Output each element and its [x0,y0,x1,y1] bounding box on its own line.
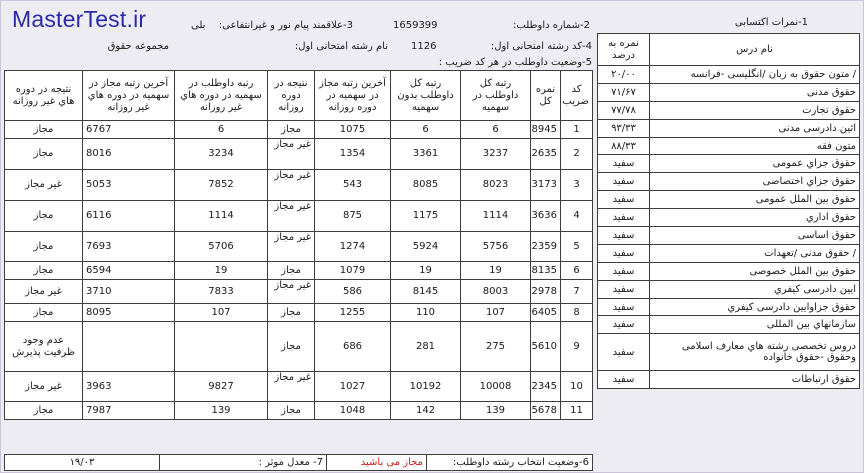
rank-no-quota-cell: 8145 [391,280,461,304]
score-row [598,155,860,173]
scores-col-name: نام درس [650,34,860,66]
rank-no-quota-cell: 3361 [391,139,461,170]
rank-nonday-cell [175,322,268,372]
col-code: کد ضریب [561,71,593,121]
code-cell: 6 [561,262,593,280]
course-name: سازمانهاي بین المللی [650,316,860,334]
score-cell: 8945 [531,121,561,139]
col-last-day: آخرین رتبه مجاز در سهمیه در دوره روزانه [315,71,391,121]
course-score: سفید [598,316,650,334]
rank-overall-cell: 139 [461,402,531,420]
col-result-nonday: نتیجه در دوره هاي غیر روزانه [5,71,83,121]
code-cell: 11 [561,402,593,420]
last-day-cell: 586 [315,280,391,304]
course-score: سفید [598,298,650,316]
ranks-header-row [5,71,593,121]
rank-overall-cell: 275 [461,322,531,372]
course-name: حقوق مدنی [650,83,860,101]
code-cell: 2 [561,139,593,170]
result-day-cell: غیر مجاز [268,280,315,304]
rank-no-quota-cell: 5924 [391,232,461,262]
score-row [598,119,860,137]
last-nonday-cell: 5053 [83,170,175,201]
score-cell: 2345 [531,372,561,402]
last-day-cell: 686 [315,322,391,372]
code-cell: 9 [561,322,593,372]
last-day-cell: 1027 [315,372,391,402]
course-name: حقوق ارتباطات [650,371,860,389]
result-nonday-cell: عدم وجود ظرفیت پذیرش [5,322,83,372]
rank-no-quota-cell: 6 [391,121,461,139]
last-nonday-cell [83,322,175,372]
rank-no-quota-cell: 10192 [391,372,461,402]
course-score: ۷۱/۶۷ [598,83,650,101]
course-score: سفید [598,191,650,209]
rank-nonday-cell: 7833 [175,280,268,304]
scores-col-score: نمره به درصد [598,34,650,66]
rank-nonday-cell: 139 [175,402,268,420]
course-name: حقوق تجارت [650,101,860,119]
rank-nonday-cell: 5706 [175,232,268,262]
scores-header-row [598,34,860,66]
score-row [598,298,860,316]
code-cell: 5 [561,232,593,262]
rank-row [5,121,593,139]
rank-row [5,262,593,280]
selection-label: 6-وضعیت انتخاب رشته داوطلب: [427,455,593,471]
rank-overall-cell: 6 [461,121,531,139]
code-cell: 7 [561,280,593,304]
field-name-label: نام رشته امتحانی اول: [294,41,388,52]
last-day-cell: 1079 [315,262,391,280]
rank-row [5,304,593,322]
result-nonday-cell: مجاز [5,201,83,232]
course-score: سفید [598,244,650,262]
result-nonday-cell: غیر مجاز [5,372,83,402]
result-nonday-cell: مجاز [5,262,83,280]
result-nonday-cell: مجاز [5,402,83,420]
gpa-value: ۱۹/۰۳ [5,455,160,471]
score-row [598,334,860,371]
course-score: ۲۰/۰۰ [598,66,650,84]
code-cell: 4 [561,201,593,232]
rank-row [5,170,593,201]
last-nonday-cell: 6594 [83,262,175,280]
last-nonday-cell: 8016 [83,139,175,170]
rank-overall-cell: 8003 [461,280,531,304]
col-rank-nonday: رتبه داوطلب در سهمیه در دوره هاي غیر روزانه [175,71,268,121]
rank-row [5,372,593,402]
result-nonday-cell: مجاز [5,304,83,322]
course-name: حقوق جزاي اختصاصی [650,173,860,191]
rank-row [5,139,593,170]
code-cell: 10 [561,372,593,402]
footer-bar [4,454,593,471]
result-nonday-cell: غیر مجاز [5,280,83,304]
result-day-cell: مجاز [268,322,315,372]
course-score: سفید [598,371,650,389]
score-row [598,244,860,262]
course-name: حقوق جزاي عمومی [650,155,860,173]
result-day-cell: مجاز [268,402,315,420]
score-cell: 8135 [531,262,561,280]
last-nonday-cell: 3710 [83,280,175,304]
course-name: / متون حقوق به زبان /انگلیسی -فرانسه [650,66,860,84]
rank-overall-cell: 19 [461,262,531,280]
score-row [598,66,860,84]
course-name: ایین دادرسی کیفري [650,280,860,298]
score-row [598,227,860,245]
score-cell: 3636 [531,201,561,232]
score-cell: 2635 [531,139,561,170]
score-row [598,137,860,155]
last-day-cell: 875 [315,201,391,232]
rank-no-quota-cell: 281 [391,322,461,372]
field-code-label: 4-کد رشته امتحانی اول: [490,41,592,52]
course-name: حقوق بین الملل خصوصی [650,262,860,280]
rank-no-quota-cell: 8085 [391,170,461,201]
last-nonday-cell: 7693 [83,232,175,262]
interest-label: 3-علاقمند پیام نور و غیرانتفاعی: [218,20,353,31]
rank-nonday-cell: 9827 [175,372,268,402]
col-rank-no-quota: رتبه کل داوطلب بدون سهمیه [391,71,461,121]
last-nonday-cell: 6767 [83,121,175,139]
last-day-cell: 543 [315,170,391,201]
rank-no-quota-cell: 110 [391,304,461,322]
result-day-cell: مجاز [268,262,315,280]
course-score: سفید [598,227,650,245]
rank-nonday-cell: 19 [175,262,268,280]
course-score: سفید [598,173,650,191]
col-result-day: نتیجه در دوره روزانه [268,71,315,121]
course-score: سفید [598,334,650,371]
result-day-cell: غیر مجاز [268,139,315,170]
code-cell: 8 [561,304,593,322]
course-name: حقوق اساسی [650,227,860,245]
applicant-no-label: 2-شماره داوطلب: [513,20,590,31]
rank-row [5,402,593,420]
rank-nonday-cell: 107 [175,304,268,322]
scores-table-body [598,34,860,389]
rank-nonday-cell: 1114 [175,201,268,232]
brand-logo: MasterTest.ir [12,6,147,32]
result-day-cell: مجاز [268,304,315,322]
col-last-nonday: آخرین رتبه مجاز در سهمیه در دوره هاي غیر روزانه [83,71,175,121]
course-score: ۹۳/۳۳ [598,119,650,137]
ranks-table [4,70,593,420]
course-score: سفید [598,209,650,227]
score-row [598,371,860,389]
last-day-cell: 1255 [315,304,391,322]
rank-overall-cell: 5756 [461,232,531,262]
score-cell: 5610 [531,322,561,372]
status-label: 5-وضعیت داوطلب در هر کد ضریب : [438,57,592,68]
rank-no-quota-cell: 142 [391,402,461,420]
result-day-cell: غیر مجاز [268,232,315,262]
rank-row [5,232,593,262]
rank-overall-cell: 10008 [461,372,531,402]
score-cell: 2359 [531,232,561,262]
score-row [598,173,860,191]
result-day-cell: غیر مجاز [268,170,315,201]
course-name: دروس تخصصی رشته هاي معارف اسلامی وحقوق -حقوق خانواده [650,334,860,371]
score-cell: 5678 [531,402,561,420]
ranks-table-body [5,121,593,420]
code-cell: 1 [561,121,593,139]
course-name: متون فقه [650,137,860,155]
course-name: حقوق اداري [650,209,860,227]
selection-value: مجاز می باشید [327,455,427,471]
last-nonday-cell: 7987 [83,402,175,420]
score-row [598,280,860,298]
last-nonday-cell: 6116 [83,201,175,232]
last-day-cell: 1075 [315,121,391,139]
rank-overall-cell: 8023 [461,170,531,201]
field-code: 1126 [411,41,437,52]
result-day-cell: غیر مجاز [268,372,315,402]
course-name: حقوق جزاوایین دادرسی کیفري [650,298,860,316]
gpa-label: 7- معدل موثر : [160,455,327,471]
last-day-cell: 1048 [315,402,391,420]
col-rank-overall: رتبه کل داوطلب در سهمیه [461,71,531,121]
score-row [598,191,860,209]
score-row [598,83,860,101]
scores-table [597,33,860,389]
result-nonday-cell: مجاز [5,121,83,139]
rank-no-quota-cell: 19 [391,262,461,280]
result-nonday-cell: مجاز [5,232,83,262]
score-row [598,262,860,280]
rank-overall-cell: 107 [461,304,531,322]
result-day-cell: غیر مجاز [268,201,315,232]
applicant-no: 1659399 [393,20,438,31]
rank-no-quota-cell: 1175 [391,201,461,232]
col-score: نمره کل [531,71,561,121]
course-score: سفید [598,155,650,173]
score-row [598,209,860,227]
course-score: سفید [598,280,650,298]
course-name: حقوق بین الملل عمومی [650,191,860,209]
course-name: ائین دادرسی مدنی [650,119,860,137]
rank-nonday-cell: 7852 [175,170,268,201]
last-nonday-cell: 3963 [83,372,175,402]
rank-row [5,201,593,232]
rank-nonday-cell: 6 [175,121,268,139]
result-day-cell: مجاز [268,121,315,139]
field-name: مجموعه حقوق [107,41,169,52]
result-nonday-cell: مجاز [5,139,83,170]
score-row [598,316,860,334]
score-row [598,101,860,119]
scores-section-title: 1-نمرات اکتسابی [734,17,808,28]
rank-overall-cell: 1114 [461,201,531,232]
course-score: ۸۸/۳۳ [598,137,650,155]
rank-nonday-cell: 3234 [175,139,268,170]
score-cell: 2978 [531,280,561,304]
last-day-cell: 1354 [315,139,391,170]
last-day-cell: 1274 [315,232,391,262]
rank-row [5,322,593,372]
score-cell: 3173 [531,170,561,201]
course-name: / حقوق مدنی /تعهدات [650,244,860,262]
code-cell: 3 [561,170,593,201]
course-score: ۷۷/۷۸ [598,101,650,119]
course-score: سفید [598,262,650,280]
interest-value: بلی [191,20,206,31]
score-cell: 6405 [531,304,561,322]
rank-overall-cell: 3237 [461,139,531,170]
result-nonday-cell: غیر مجاز [5,170,83,201]
rank-row [5,280,593,304]
last-nonday-cell: 8095 [83,304,175,322]
